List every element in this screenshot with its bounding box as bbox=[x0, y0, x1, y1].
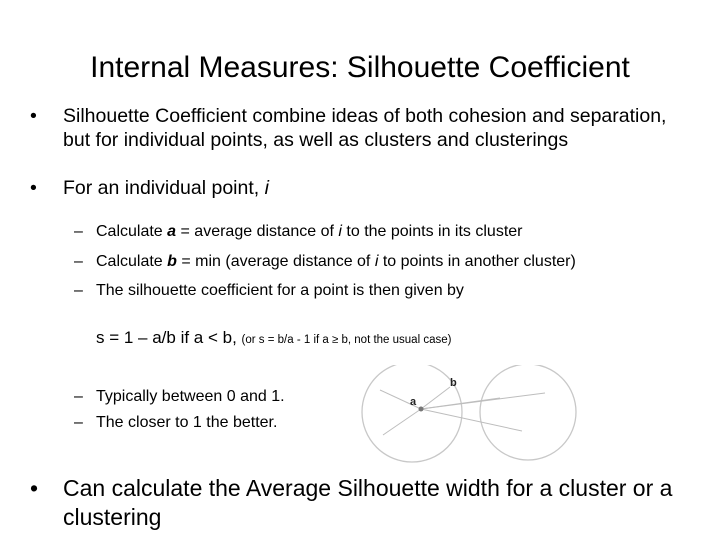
dash-mark: – bbox=[74, 253, 83, 270]
dash-mark: – bbox=[74, 282, 83, 299]
point-i-marker bbox=[419, 407, 424, 412]
dash-mark: – bbox=[74, 414, 83, 431]
bullet-text-main: For an individual point, bbox=[63, 177, 265, 199]
label-b: b bbox=[450, 377, 457, 389]
variable-i: i bbox=[264, 177, 269, 199]
sub-bullet-text: The silhouette coefficient for a point is then given by bbox=[96, 282, 464, 299]
text-part: Calculate bbox=[96, 223, 168, 240]
own-cluster-circle bbox=[362, 365, 462, 462]
bullet-average-silhouette bbox=[30, 474, 680, 532]
bullet-text: Silhouette Coefficient combine ideas of both cohesion and separation, but for individual points, as well as clusters and clusterings bbox=[63, 105, 667, 151]
bullet-silhouette-definition bbox=[30, 105, 680, 152]
text-part: to points in another cluster) bbox=[378, 253, 576, 270]
dash-mark: – bbox=[74, 388, 83, 405]
bullet-individual-point bbox=[30, 177, 680, 201]
sub-bullet-calc-b bbox=[74, 252, 694, 272]
sub-bullet-text: Typically between 0 and 1. bbox=[96, 388, 285, 405]
text-part: = average distance of bbox=[176, 223, 339, 240]
sub-bullet-silhouette-given-by bbox=[74, 281, 694, 301]
dash-mark: – bbox=[74, 223, 83, 240]
other-cluster-circle bbox=[480, 365, 576, 460]
silhouette-formula bbox=[96, 327, 451, 351]
variable-i: i bbox=[374, 253, 379, 270]
sub-bullet-calc-a bbox=[74, 222, 694, 242]
slide-title: Internal Measures: Silhouette Coefficient bbox=[90, 51, 630, 84]
silhouette-diagram bbox=[350, 365, 590, 465]
sub-bullet-text bbox=[74, 252, 694, 272]
text-part: to the points in its cluster bbox=[341, 223, 523, 240]
bullet-mark: • bbox=[30, 475, 39, 501]
formula-alternative: (or s = b/a - 1 if a ≥ b, not the usual case) bbox=[241, 334, 452, 346]
text-part: = min (average distance of bbox=[176, 253, 375, 270]
formula-main: s = 1 – a/b if a < b, bbox=[96, 328, 242, 347]
variable-b: b bbox=[167, 253, 177, 270]
text-part: Calculate bbox=[96, 253, 168, 270]
variable-a: a bbox=[167, 223, 177, 240]
label-a: a bbox=[410, 396, 417, 408]
sub-bullet-text bbox=[74, 222, 694, 242]
bullet-mark: • bbox=[30, 177, 37, 199]
variable-i: i bbox=[338, 223, 342, 240]
sub-bullet-text: The closer to 1 the better. bbox=[96, 414, 278, 431]
bullet-mark: • bbox=[30, 105, 37, 127]
bullet-text bbox=[30, 177, 680, 201]
bullet-text: Can calculate the Average Silhouette width for a cluster or a clustering bbox=[63, 475, 673, 530]
